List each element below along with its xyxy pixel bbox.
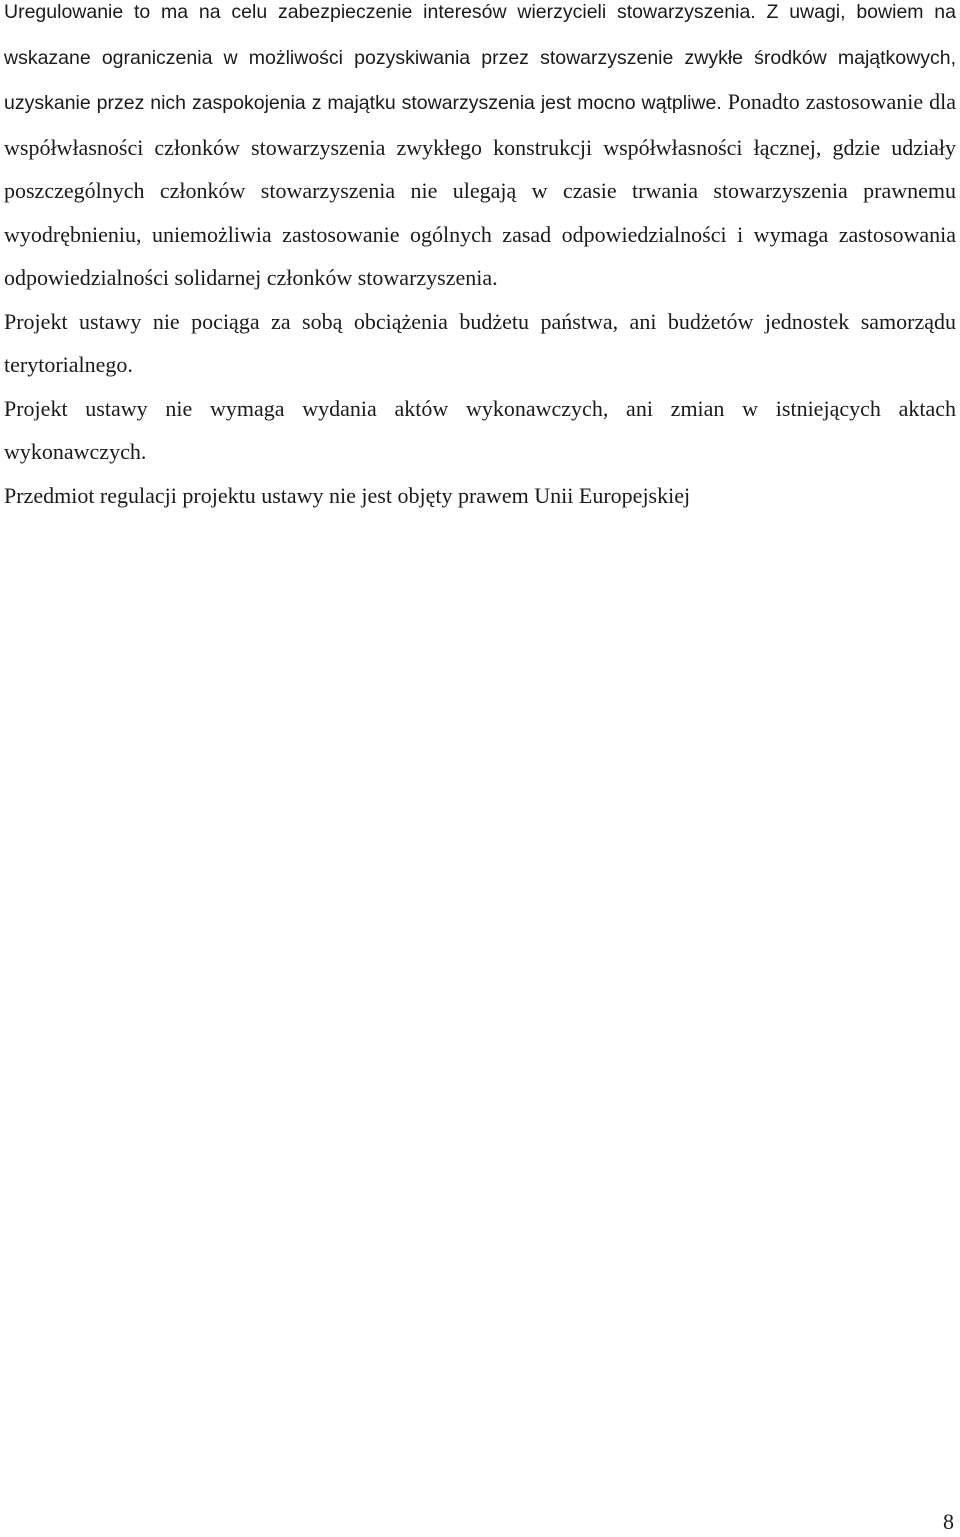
paragraph-segment-sans: Uregulowanie to ma na celu zabezpieczenie interesów wierzycieli stowarzyszenia. Z uwagi, bowiem na wskazane ograniczenia w możliwości pozyskiwania przez stowarzyszenie zwykłe środków majątkowych, uzyskanie przez nich zaspokojenia z majątku stowarzyszenia jest mocno wątpliwe. bbox=[4, 1, 956, 114]
paragraph-segment-serif: Ponadto zastosowanie dla współwłasności członków stowarzyszenia zwykłego konstrukcji współwłasności łącznej, gdzie udziały poszczególnych członków stowarzyszenia nie ulegają w czasie trwania stowarzyszenia prawnemu wyodrębnieniu, uniemożliwia zastosowanie ogólnych zasad odpowiedzialności i wymaga zastosowania odpowiedzialności solidarnej członków stowarzyszenia. bbox=[4, 89, 956, 290]
document-body bbox=[4, 0, 956, 517]
paragraph-executive-acts: Projekt ustawy nie wymaga wydania aktów wykonawczych, ani zmian w istniejących aktach wykonawczych. bbox=[4, 395, 956, 464]
paragraph-eu-law: Przedmiot regulacji projektu ustawy nie jest objęty prawem Unii Europejskiej bbox=[4, 482, 691, 508]
page-number: 8 bbox=[943, 1509, 954, 1534]
paragraph-budget-impact: Projekt ustawy nie pociąga za sobą obciążenia budżetu państwa, ani budżetów jednostek samorządu terytorialnego. bbox=[4, 308, 956, 377]
paragraph-creditor-protection bbox=[4, 0, 956, 300]
